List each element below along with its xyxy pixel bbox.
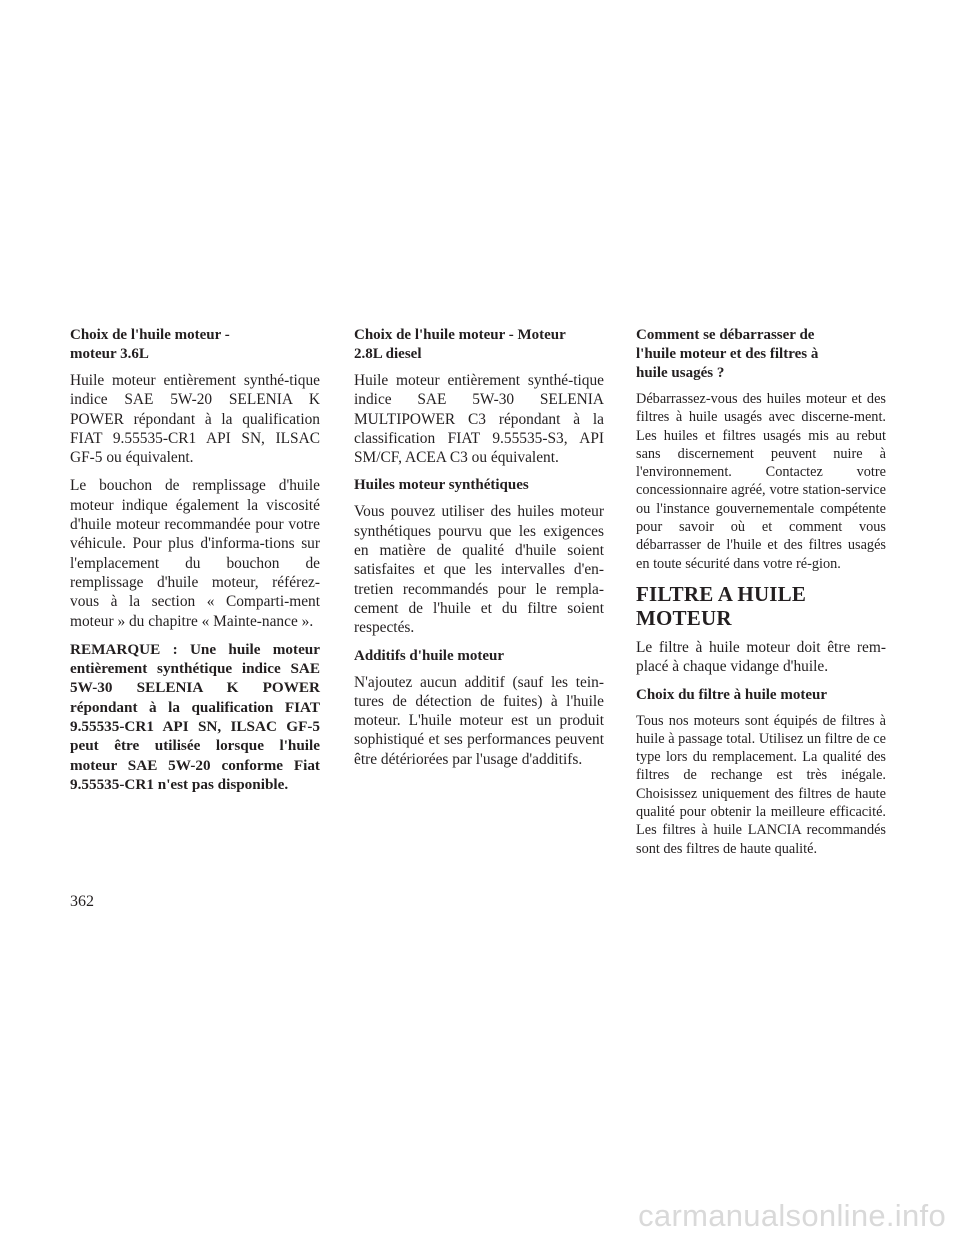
- paragraph-oil-additives: N'ajoutez aucun additif (sauf les tein-tures de détection de fuites) à l'huile moteur. L'huile moteur est un produit sophistiqué et ses performances peuvent être détériorées par l'usage d'additifs.: [354, 673, 604, 768]
- heading-line: Choix de l'huile moteur -: [70, 327, 230, 343]
- note-alternative-oil: REMARQUE : Une huile moteur entièrement synthétique indice SAE 5W-30 SELENIA K POWER répondant à la qualification FIAT 9.55535-CR1 API SN, ILSAC GF-5 peut être utilisée lorsque l'huile moteur SAE 5W-20 conforme Fiat 9.55535-CR1 n'est pas disponible.: [70, 640, 320, 793]
- heading-line: l'huile moteur et des filtres à: [636, 346, 819, 362]
- heading-line: 2.8L diesel: [354, 346, 422, 362]
- subheading-filter-choice: Choix du filtre à huile moteur: [636, 686, 827, 703]
- heading-line: huile usagés ?: [636, 365, 725, 381]
- paragraph-oil-spec-3-6l: Huile moteur entièrement synthé-tique indice SAE 5W-20 SELENIA K POWER répondant à la qualification FIAT 9.55535-CR1 API SN, ILSAC GF-5 ou équivalent.: [70, 372, 320, 467]
- paragraph-synthetic-oils: Vous pouvez utiliser des huiles moteur synthétiques pourvu que les exigences en matière de qualité d'huile soient satisfaites et que les intervalles d'en-tretien recommandés pour le rempla-cement de l'huile et du filtre soient respectés.: [354, 503, 604, 637]
- watermark: carmanualsonline.info: [638, 1198, 946, 1233]
- paragraph-oil-spec-diesel: Huile moteur entièrement synthé-tique indice SAE 5W-30 SELENIA MULTIPOWER C3 répondant à la classification FIAT 9.55535-S3, API SM/CF, ACEA C3 ou équivalent.: [354, 372, 604, 467]
- column-engine-oil-2-8l-diesel: [354, 326, 604, 778]
- paragraph-fill-cap: Le bouchon de remplissage d'huile moteur indique également la viscosité d'huile moteur recommandée pour votre véhicule. Pour plus d'informa-tions sur l'emplacement du bouchon de remplissage d'huile moteur, référez-vous à la section « Comparti-ment moteur » du chapitre « Mainte-nance ».: [70, 477, 320, 630]
- heading-line: Choix de l'huile moteur - Moteur: [354, 327, 566, 343]
- heading-oil-disposal: [636, 326, 886, 383]
- paragraph-filter-choice: Tous nos moteurs sont équipés de filtres à huile à passage total. Utilisez un filtre de ce type lors du remplacement. La qualité des filtres de rechange est très inégale. Choisissez uniquement des filtres de haute qualité pour obtenir la meilleure efficacité. Les filtres à huile LANCIA recommandés sont des filtres de haute qualité.: [636, 712, 886, 857]
- paragraph-filter-replacement: Le filtre à huile moteur doit être rem-placé à chaque vidange d'huile.: [636, 638, 886, 676]
- heading-line: Comment se débarrasser de: [636, 327, 815, 343]
- heading-line: moteur 3.6L: [70, 346, 149, 362]
- paragraph-oil-disposal: Débarrassez-vous des huiles moteur et des filtres à huile usagés avec discerne-ment. Les huiles et filtres usagés mis au rebut sans discernement peuvent nuire à l'environnement. Contactez votre concessionnaire agréé, votre station-service ou l'instance gouvernementale compétente pour savoir où et comment vous débarrasser de l'huile et des filtres usagés en toute sécurité dans votre ré-gion.: [636, 391, 886, 572]
- section-title-oil-filter: FILTRE A HUILE MOTEUR: [636, 581, 807, 630]
- subheading-synthetic-oils: Huiles moteur synthétiques: [354, 477, 529, 494]
- column-oil-disposal-and-filter: [636, 326, 886, 867]
- page-number: 362: [70, 893, 94, 910]
- heading-oil-choice-diesel: [354, 326, 604, 364]
- column-engine-oil-3-6l: [70, 326, 320, 794]
- heading-oil-choice-3-6l: [70, 326, 320, 364]
- subheading-oil-additives: Additifs d'huile moteur: [354, 647, 505, 664]
